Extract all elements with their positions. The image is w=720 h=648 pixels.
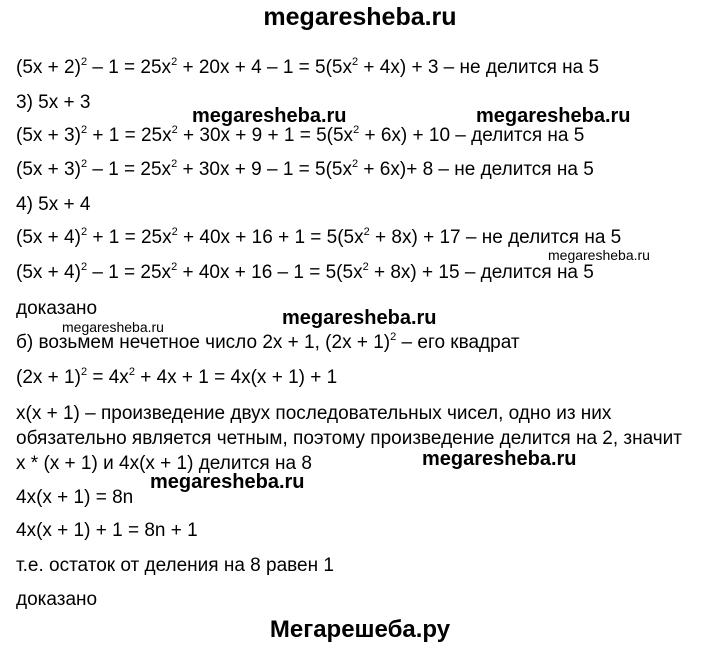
solution-line-9: б) возьмем нечетное число 2x + 1, $(2x + 1)^2$ – его квадрат	[16, 331, 520, 353]
solution-line-14: 4x(x + 1) = 8n	[16, 487, 134, 508]
site-header: megaresheba.ru	[263, 3, 457, 31]
solution-line-10: $(2x + 1)^2 = 4x^2 + 4x + 1 = 4x(x + 1) + 1$	[16, 366, 338, 388]
watermark: megaresheba.ru	[422, 448, 577, 470]
solution-line-1: $(5x + 2)^2 - 1 = 25x^2 + 20x + 4 - 1 = 5(5x^2 + 4x) + 3$ – не делится на 5	[16, 56, 600, 78]
solution-line-11: x(x + 1) – произведение двух последовательных чисел, одно из них	[16, 403, 612, 424]
solution-line-6: $(5x + 4)^2 + 1 = 25x^2 + 40x + 16 + 1 = 5(5x^2 + 8x) + 17$ – не делится на 5	[16, 226, 622, 248]
watermark: megaresheba.ru	[62, 319, 164, 335]
solution-line-16: т.е. остаток от деления на 8 равен 1	[16, 555, 334, 576]
watermark: megaresheba.ru	[548, 247, 650, 263]
solution-line-12: обязательно является четным, поэтому произведение делится на 2, значит	[16, 428, 682, 449]
solution-line-3: $(5x + 3)^2 + 1 = 25x^2 + 30x + 9 + 1 = 5(5x^2 + 6x) + 10$ – делится на 5	[16, 124, 585, 146]
solution-line-4: $(5x + 3)^2 - 1 = 25x^2 + 30x + 9 - 1 = 5(5x^2 + 6x)+ 8$ – не делится на 5	[16, 158, 594, 180]
site-footer: Мегарешеба.ру	[269, 616, 451, 643]
watermark: megaresheba.ru	[282, 307, 437, 329]
solution-line-17: доказано	[16, 589, 98, 610]
solution-line-2: 3) 5x + 3	[16, 92, 91, 113]
watermark: megaresheba.ru	[150, 471, 305, 493]
solution-line-15: 4x(x + 1) + 1 = 8n + 1	[16, 520, 198, 541]
solution-line-5: 4) 5x + 4	[16, 194, 91, 215]
solution-line-13: x * (x + 1) и 4x(x + 1) делится на 8	[16, 453, 312, 474]
watermark: megaresheba.ru	[476, 105, 631, 127]
solution-line-7: $(5x + 4)^2 - 1 = 25x^2 + 40x + 16 - 1 = 5(5x^2 + 8x) + 15$ – делится на 5	[16, 261, 594, 283]
solution-line-8: доказано	[16, 298, 98, 319]
watermark: megaresheba.ru	[192, 105, 347, 127]
